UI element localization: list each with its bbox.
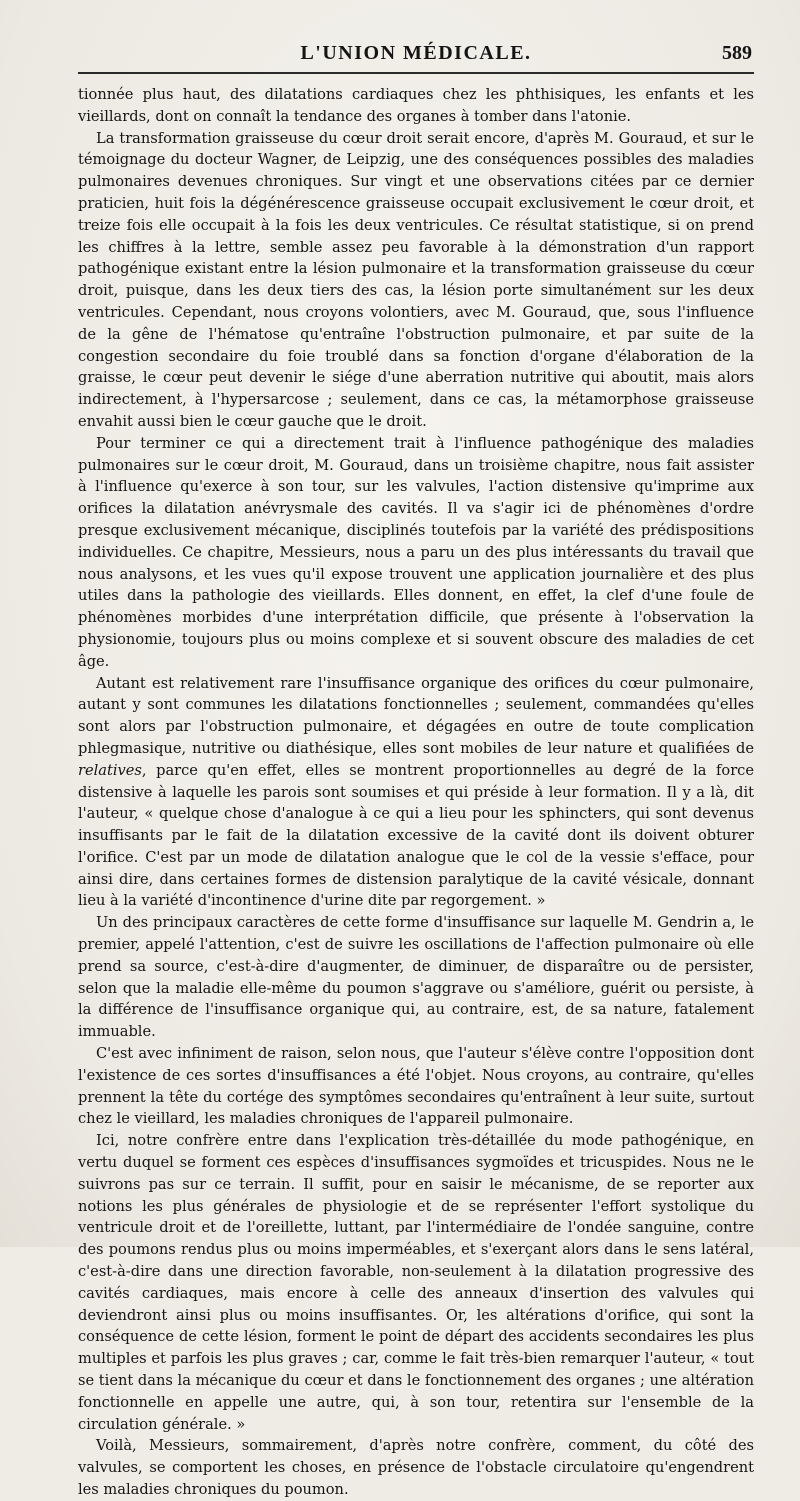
paragraph: tionnée plus haut, des dilatations cardiaques chez les phthisiques, les enfants et les vieillards, dont on connaît la tendance des organes à tomber dans l'atonie. [78, 86, 754, 125]
italic-term: relatives [78, 761, 142, 779]
paragraph: C'est avec infiniment de raison, selon nous, que l'auteur s'élève contre l'opposition dont l'existence de ces sortes d'insuffisances a été l'objet. Nous croyons, au contraire, qu'elles prennent la tête du cortége des symptômes secondaires qu'entraînent à leur suite, surtout chez le vieillard, les maladies chroniques de l'appareil pulmonaire. [78, 1045, 754, 1128]
paragraph: La transformation graisseuse du cœur droit serait encore, d'après M. Gouraud, et sur le témoignage du docteur Wagner, de Leipzig, une des conséquences possibles des maladies pulmonaires devenues chroniques. Sur vingt et une observations citées par ce dernier praticien, huit fois la dégénérescence graisseuse occupait exclusivement le cœur droit, et treize fois elle occupait à la fois les deux ventricules. Ce résultat statistique, si on prend les chiffres à la lettre, semble assez peu favorable à la démonstration d'un rapport pathogénique existant entre la lésion pulmonaire et la transformation graisseuse du cœur droit, puisque, dans les deux tiers des cas, la lésion porte simultanément sur les deux ventricules. Cependant, nous croyons volontiers, avec M. Gouraud, que, sous l'influence de la gêne de l'hématose qu'entraîne l'obstruction pulmonaire, et par suite de la congestion secondaire du foie troublé dans sa fonction d'organe d'élaboration de la graisse, le cœur peut devenir le siége d'une aberration nutritive qui aboutit, mais alors indirectement, à l'hypersarcose ; seulement, dans ce cas, la métamorphose graisseuse envahit aussi bien le cœur gauche que le droit. [78, 129, 754, 430]
journal-title: L'UNION MÉDICALE. [300, 42, 532, 64]
paragraph: Pour terminer ce qui a directement trait à l'influence pathogénique des maladies pulmonaires sur le cœur droit, M. Gouraud, dans un troisième chapitre, nous fait assister à l'influence qu'exerce à son tour, sur les valvules, l'action distensive qu'imprime aux orifices la dilatation anévrysmale des cavités. Il va s'agir ici de phénomènes d'ordre presque exclusivement mécanique, disciplinés toutefois par la variété des prédispositions individuelles. Ce chapitre, Messieurs, nous a paru un des plus intéressants du travail que nous analysons, et les vues qu'il expose trouvent une application journalière et des plus utiles dans la pathologie des vieillards. Elles donnent, en effet, la clef d'une foule de phénomènes morbides d'une interprétation difficile, que présente à l'observation la physionomie, toujours plus ou moins complexe et si souvent obscure des maladies de cet âge. [78, 434, 754, 670]
paragraph-text: Autant est relativement rare l'insuffisance organique des orifices du cœur pulmonaire, autant y sont communes les dilatations fonctionnelles ; seulement, commandées qu'elles sont alors par l'obstruction pulmonaire, et dégagées en outre de toute complication phlegmasique, nutritive ou diathésique, elles sont mobiles de leur nature et qualifiées de [78, 674, 754, 757]
running-header [78, 38, 754, 74]
article-body [78, 84, 754, 1501]
paragraph: Un des principaux caractères de cette forme d'insuffisance sur laquelle M. Gendrin a, le premier, appelé l'attention, c'est de suivre les oscillations de l'affection pulmonaire où elle prend sa source, c'est-à-dire d'augmenter, de diminuer, de disparaître ou de persister, selon que la maladie elle-même du poumon s'aggrave ou s'améliore, guérit ou persiste, à la différence de l'insuffisance organique qui, au contraire, est, de sa nature, fatalement immuable. [78, 914, 754, 1041]
paragraph: Voilà, Messieurs, sommairement, d'après notre confrère, comment, du côté des valvules, se comportent les choses, en présence de l'obstacle circulatoire qu'engendrent les maladies chroniques du poumon. [78, 1437, 754, 1498]
paragraph-text: , parce qu'en effet, elles se montrent proportionnelles au degré de la force distensive à laquelle les parois sont soumises et qui préside à leur formation. Il y a là, dit l'auteur, « quelque chose d'analogue à ce qui a lieu pour les sphincters, qui sont devenus insuffisants par le fait de la dilatation excessive de la cavité dont ils doivent obturer l'orifice. C'est par un mode de dilatation analogue que le col de la vessie s'efface, pour ainsi dire, dans certaines formes de distension paralytique de la cavité vésicale, donnant lieu à la variété d'incontinence d'urine dite par regorgement. » [78, 761, 754, 910]
page-number: 589 [722, 42, 752, 64]
paragraph [78, 673, 754, 913]
paragraph: Ici, notre confrère entre dans l'explication très-détaillée du mode pathogénique, en vertu duquel se forment ces espèces d'insuffisances sygmoïdes et tricuspides. Nous ne le suivrons pas sur ce terrain. Il suffit, pour en saisir le mécanisme, de se reporter aux notions les plus générales de physiologie et de se représenter l'effort systolique du ventricule droit et de l'oreillette, luttant, par l'intermédiaire de l'ondée sanguine, contre des poumons rendus plus ou moins imperméables, et s'exerçant alors dans le sens latéral, c'est-à-dire dans une direction favorable, non-seulement à la dilatation progressive des cavités cardiaques, mais encore à celle des anneaux d'insertion des valvules qui deviendront ainsi plus ou moins insuffisantes. Or, les altérations d'orifice, qui sont la conséquence de cette lésion, forment le point de départ des accidents secondaires les plus multiples et parfois les plus graves ; car, comme le fait très-bien remarquer l'auteur, « tout se tient dans la mécanique du cœur et dans le fonctionnement des organes ; une altération fonctionnelle en appelle une autre, qui, à son tour, retentira sur l'ensemble de la circulation générale. » [78, 1132, 754, 1433]
